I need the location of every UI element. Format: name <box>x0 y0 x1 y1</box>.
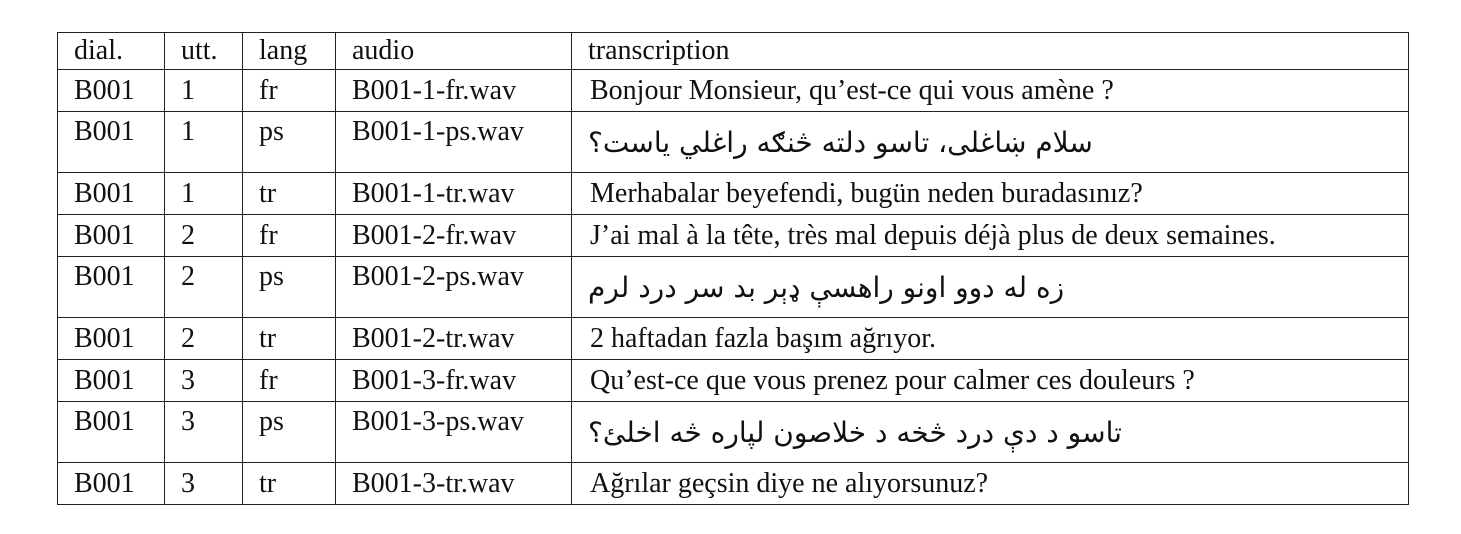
cell-lang: ps <box>243 112 336 173</box>
cell-dial: B001 <box>58 463 165 505</box>
cell-dial: B001 <box>58 257 165 318</box>
table-row <box>58 112 1409 173</box>
cell-audio: B001-1-fr.wav <box>336 70 572 112</box>
cell-utt: 1 <box>165 70 243 112</box>
header-lang: lang <box>243 33 336 70</box>
cell-transcription: Bonjour Monsieur, qu’est-ce qui vous amène ? <box>572 70 1409 112</box>
cell-transcription: زه له دوو اونو راهسې ډېر بد سر درد لرم <box>572 257 1409 318</box>
cell-lang: tr <box>243 318 336 360</box>
header-audio: audio <box>336 33 572 70</box>
cell-audio: B001-1-tr.wav <box>336 173 572 215</box>
table-body <box>58 70 1409 505</box>
table-row <box>58 402 1409 463</box>
cell-dial: B001 <box>58 402 165 463</box>
cell-utt: 1 <box>165 112 243 173</box>
header-dial: dial. <box>58 33 165 70</box>
cell-transcription: J’ai mal à la tête, très mal depuis déjà plus de deux semaines. <box>572 215 1409 257</box>
cell-dial: B001 <box>58 112 165 173</box>
cell-transcription: سلام ښاغلی، تاسو دلته څنګه راغلي یاست؟ <box>572 112 1409 173</box>
cell-lang: tr <box>243 463 336 505</box>
header-transcription: transcription <box>572 33 1409 70</box>
table-row <box>58 318 1409 360</box>
table-row <box>58 463 1409 505</box>
table-header-row <box>58 33 1409 70</box>
cell-lang: fr <box>243 360 336 402</box>
table-row <box>58 70 1409 112</box>
cell-utt: 3 <box>165 402 243 463</box>
cell-transcription: تاسو د دې درد څخه د خلاصون لپاره څه اخلئ؟ <box>572 402 1409 463</box>
cell-transcription: Qu’est-ce que vous prenez pour calmer ces douleurs ? <box>572 360 1409 402</box>
cell-audio: B001-3-ps.wav <box>336 402 572 463</box>
cell-dial: B001 <box>58 318 165 360</box>
cell-utt: 1 <box>165 173 243 215</box>
cell-audio: B001-2-ps.wav <box>336 257 572 318</box>
header-utt: utt. <box>165 33 243 70</box>
table-row <box>58 360 1409 402</box>
cell-lang: fr <box>243 215 336 257</box>
cell-lang: ps <box>243 257 336 318</box>
cell-dial: B001 <box>58 215 165 257</box>
cell-utt: 3 <box>165 360 243 402</box>
cell-audio: B001-3-tr.wav <box>336 463 572 505</box>
cell-dial: B001 <box>58 70 165 112</box>
cell-dial: B001 <box>58 173 165 215</box>
cell-lang: ps <box>243 402 336 463</box>
cell-utt: 3 <box>165 463 243 505</box>
cell-audio: B001-1-ps.wav <box>336 112 572 173</box>
cell-lang: fr <box>243 70 336 112</box>
table-row <box>58 173 1409 215</box>
cell-dial: B001 <box>58 360 165 402</box>
cell-lang: tr <box>243 173 336 215</box>
cell-transcription: 2 haftadan fazla başım ağrıyor. <box>572 318 1409 360</box>
cell-transcription: Ağrılar geçsin diye ne alıyorsunuz? <box>572 463 1409 505</box>
cell-utt: 2 <box>165 257 243 318</box>
transcription-table <box>57 32 1409 505</box>
cell-transcription: Merhabalar beyefendi, bugün neden buradasınız? <box>572 173 1409 215</box>
table-row <box>58 257 1409 318</box>
cell-audio: B001-3-fr.wav <box>336 360 572 402</box>
cell-utt: 2 <box>165 215 243 257</box>
cell-audio: B001-2-tr.wav <box>336 318 572 360</box>
cell-audio: B001-2-fr.wav <box>336 215 572 257</box>
table-row <box>58 215 1409 257</box>
cell-utt: 2 <box>165 318 243 360</box>
